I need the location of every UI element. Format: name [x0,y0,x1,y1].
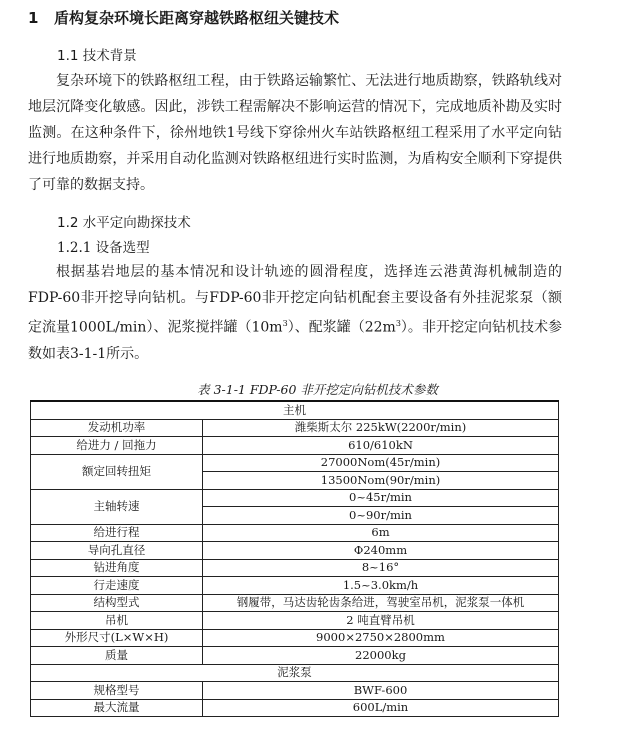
row-label: 额定回转扭矩 [31,454,203,489]
table-section-row [31,664,559,682]
paragraph-background: 复杂环境下的铁路枢纽工程，由于铁路运输繁忙、无法进行地质勘察，铁路轨线对地层沉降变化敏感。因此，涉铁工程需解决不影响运营的情况下，完成地质补勘及实时监测。在这种条件下，徐州地铁1号线下穿徐州火车站铁路枢纽工程采用了水平定向钻进行地质勘察，并采用自动化监测对铁路枢纽进行实时监测，为盾构安全顺利下穿提供了可靠的数据支持。 [28,73,562,193]
table-section-row [31,401,559,419]
superscript: 3 [395,319,401,328]
row-value: 22000kg [203,647,559,665]
table-row [31,489,559,507]
table-row [31,682,559,700]
table-row [31,419,559,437]
row-value: 0~45r/min [203,489,559,507]
row-value: 钢履带，马达齿轮齿条给进，驾驶室吊机，泥浆泵一体机 [203,594,559,612]
row-label: 规格型号 [31,682,203,700]
table-row [31,542,559,560]
chapter-title: 盾构复杂环境长距离穿越铁路枢纽关键技术 [54,9,340,27]
row-value: 2 吨直臂吊机 [203,612,559,630]
row-value: 1.5~3.0km/h [203,577,559,595]
para-text-1: 根据基岩地层的基本情况和设计轨迹的圆滑程度，选择连云港黄海机械制造的FDP-60非开挖导向钻机。与FDP-60非开挖定向钻机配套主要设备有外挂泥浆泵（额定流量1000L/min）、泥浆搅拌罐（10m [28,264,562,336]
section-heading-1-2: 1.2 水平定向勘探技术 [57,215,191,231]
section-main-cell: 主机 [31,401,559,419]
chapter-heading [28,7,339,28]
row-label: 结构型式 [31,594,203,612]
table-row [31,437,559,455]
table-row [31,647,559,665]
superscript: 3 [282,319,288,328]
section-heading-1-2-1: 1.2.1 设备选型 [57,240,150,256]
row-value: 610/610kN [203,437,559,455]
spec-table [30,400,559,717]
para-text-2: ）、配浆罐（22m [287,319,396,336]
row-value: 8~16° [203,559,559,577]
table-row [31,699,559,717]
row-value: 27000Nom(45r/min) [203,454,559,472]
row-label: 给进力 / 回拖力 [31,437,203,455]
table-row [31,629,559,647]
table-caption: 表 3-1-1 FDP-60 非开挖定向钻机技术参数 [197,382,438,397]
row-label: 钻进角度 [31,559,203,577]
row-label: 导向孔直径 [31,542,203,560]
row-value: 600L/min [203,699,559,717]
row-value: Φ240mm [203,542,559,560]
row-label: 主轴转速 [31,489,203,524]
chapter-number: 1 [28,9,39,27]
row-label: 外形尺寸(L×W×H) [31,629,203,647]
row-label: 吊机 [31,612,203,630]
section-heading-1-1: 1.1 技术背景 [57,48,137,64]
row-value: 13500Nom(90r/min) [203,472,559,490]
row-label: 给进行程 [31,524,203,542]
row-value: BWF-600 [203,682,559,700]
table-row [31,559,559,577]
row-label: 行走速度 [31,577,203,595]
para-text-3: ）。非开挖定向钻机技术参数如表3-1-1所示。 [28,319,562,362]
table-row [31,577,559,595]
table-row [31,524,559,542]
row-value: 9000×2750×2800mm [203,629,559,647]
row-label: 最大流量 [31,699,203,717]
table-row [31,454,559,472]
table-row [31,612,559,630]
row-label: 发动机功率 [31,419,203,437]
row-label: 质量 [31,647,203,665]
table-row [31,594,559,612]
section-mud-pump-cell: 泥浆泵 [31,664,559,682]
paragraph-equipment [28,259,562,367]
row-value: 0~90r/min [203,507,559,525]
row-value: 6m [203,524,559,542]
row-value: 潍柴斯太尔 225kW(2200r/min) [203,419,559,437]
